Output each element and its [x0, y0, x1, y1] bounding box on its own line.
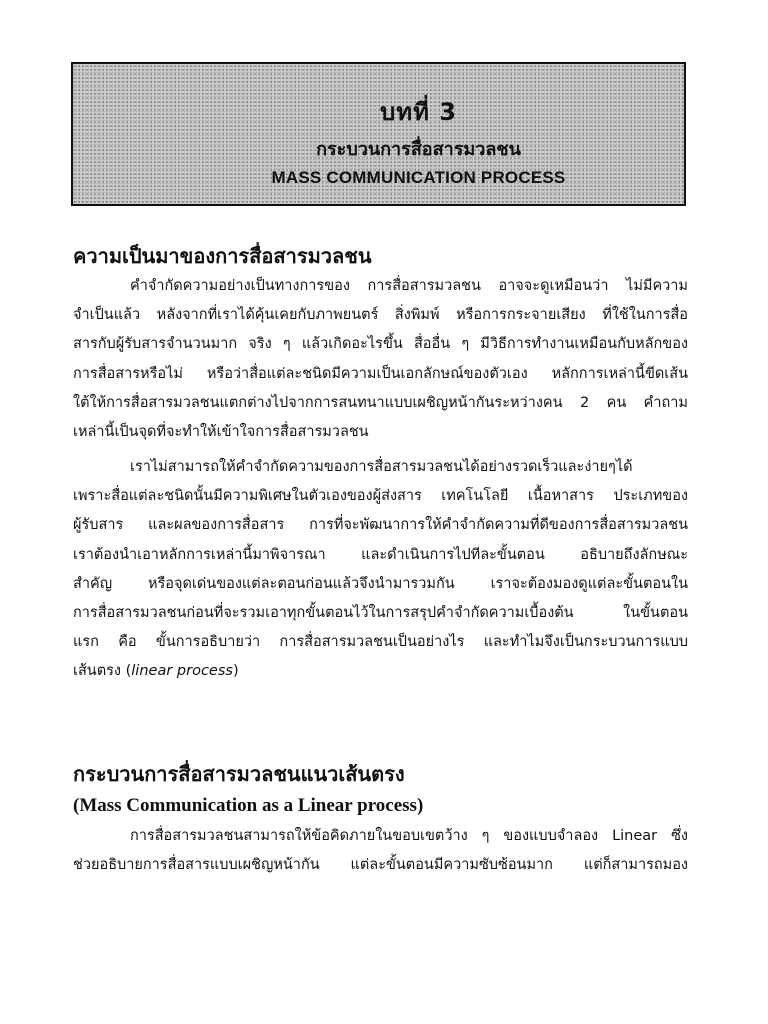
- paragraph-approach: [73, 453, 688, 687]
- paragraph-line: การสื่อสารมวลชนสามารถให้ข้อคิดภายในขอบเขตว้าง ๆ ของแบบจำลอง Linear ซึ่ง: [130, 828, 688, 844]
- paragraph-line: แรก คือ ขั้นการอธิบายว่า การสื่อสารมวลชนเป็นอย่างไร และทำไมจึงเป็นกระบวนการแบบ: [73, 634, 688, 651]
- linear-process-term: linear process: [131, 663, 233, 680]
- last-line-prefix: เส้นตรง (: [73, 663, 132, 680]
- paragraph-line: คำจำกัดความอย่างเป็นทางการของ การสื่อสารมวลชน อาจจะดูเหมือนว่า ไม่มีความ: [130, 278, 688, 294]
- chapter-title-english: MASS COMMUNICATION PROCESS: [271, 168, 566, 187]
- last-line-suffix: ): [232, 663, 239, 680]
- chapter-header-box: [71, 62, 686, 206]
- section-heading-history: ความเป็นมาของการสื่อสารมวลชน: [73, 244, 372, 268]
- paragraph-definition: [73, 272, 688, 447]
- paragraph-line: ช่วยอธิบายการสื่อสารแบบเผชิญหน้ากัน แต่ละขั้นตอนมีความซับซ้อนมาก แต่ก็สามารถมอง: [73, 857, 688, 874]
- paragraph-line: ใต้ให้การสื่อสารมวลชนแตกต่างไปจากการสนทนาแบบเผชิญหน้ากันระหว่างคน 2 คน คำถาม: [73, 394, 688, 411]
- paragraph-last-line: [73, 657, 688, 686]
- paragraph-line: การสื่อสารมวลชนก่อนที่จะรวมเอาทุกขั้นตอนไว้ในการสรุปคำจำกัดความเบื้องต้น ในขั้นตอน: [73, 604, 688, 621]
- paragraph-line: จำเป็นแล้ว หลังจากที่เราได้คุ้นเคยกับภาพยนตร์ สิ่งพิมพ์ หรือการกระจายเสียง ที่ใช้ในการสื่อ: [73, 307, 688, 324]
- paragraph-linear-model: [73, 822, 688, 880]
- chapter-title-thai: กระบวนการสื่อสารมวลชน: [316, 139, 521, 160]
- section-heading-linear-thai: กระบวนการสื่อสารมวลชนแนวเส้นตรง: [73, 762, 405, 786]
- paragraph-line: เราต้องนำเอาหลักการเหล่านี้มาพิจารณา และดำเนินการไปทีละขั้นตอน อธิบายถึงลักษณะ: [73, 546, 688, 563]
- chapter-number: บทที่ 3: [380, 98, 457, 126]
- paragraph-line: เราไม่สามารถให้คำจำกัดความของการสื่อสารมวลชนได้อย่างรวดเร็วและง่ายๆได้: [130, 459, 633, 475]
- paragraph-line: สารกับผู้รับสารจำนวนมาก จริง ๆ แล้วเกิดอะไรขึ้น สื่ออื่น ๆ มีวิธีการทำงานเหมือนกับหลักของ: [73, 336, 688, 353]
- section-heading-linear-english: (Mass Communication as a Linear process): [73, 795, 424, 816]
- paragraph-line: การสื่อสารหรือไม่ หรือว่าสื่อแต่ละชนิดมีความเป็นเอกลักษณ์ของตัวเอง หลักการเหล่านี้ขีดเส้น: [73, 365, 688, 382]
- paragraph-line: สำคัญ หรือจุดเด่นของแต่ละตอนก่อนแล้วจึงนำมารวมกัน เราจะต้องมองดูแต่ละขั้นตอนใน: [73, 575, 688, 592]
- paragraph-line: เหล่านี้เป็นจุดที่จะทำให้เข้าใจการสื่อสารมวลชน: [73, 423, 369, 440]
- paragraph-line: เพราะสื่อแต่ละชนิดนั้นมีความพิเศษในตัวเองของผู้ส่งสาร เทคโนโลยี เนื้อหาสาร ประเภทของ: [73, 488, 688, 505]
- paragraph-line: ผู้รับสาร และผลของการสื่อสาร การที่จะพัฒนาการให้คำจำกัดความที่ดีของการสื่อสารมวลชน: [73, 517, 688, 534]
